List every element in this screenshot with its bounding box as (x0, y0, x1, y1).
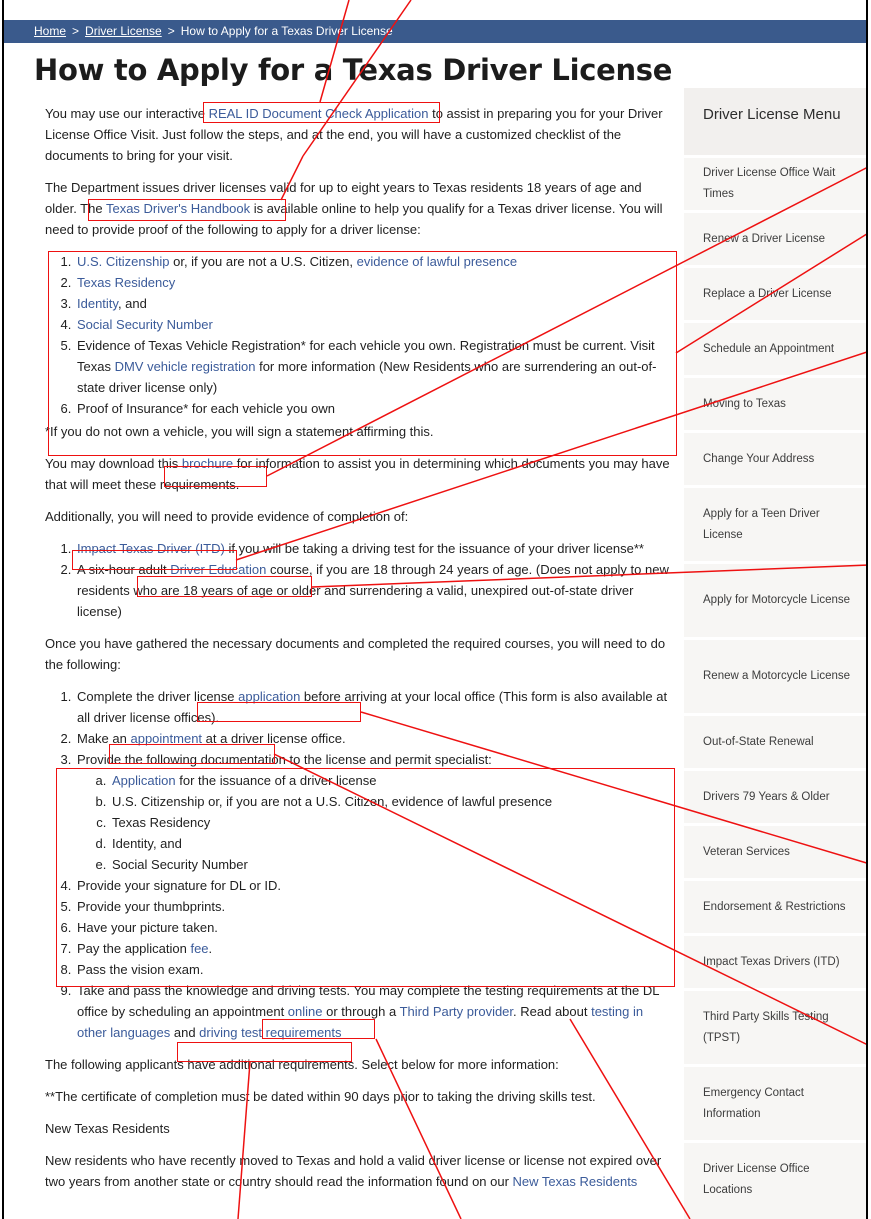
sidebar-item-teen[interactable]: Apply for a Teen Driver License (684, 485, 868, 561)
annotation-box (72, 550, 237, 570)
certificate-note: **The certificate of completion must be dated within 90 days prior to taking the driving skills test. (45, 1089, 596, 1104)
breadcrumb-home-link[interactable]: Home (34, 24, 67, 38)
third-party-provider-link[interactable]: Third Party provider (399, 1004, 514, 1019)
text: Make an (77, 731, 131, 746)
new-texas-residents-link[interactable]: New Texas Residents (512, 1174, 638, 1189)
sidebar-item-replace[interactable]: Replace a Driver License (684, 265, 868, 320)
breadcrumb (4, 20, 866, 43)
appointment-link[interactable]: appointment (130, 731, 203, 746)
itd-link[interactable]: Impact Texas Driver (ITD) (77, 541, 225, 556)
text: New residents who have recently moved to Texas and hold a valid driver license or license not expired over two years from another state or country should read the information found on our (45, 1153, 662, 1189)
sidebar-item-office-locations[interactable]: Driver License Office Locations (684, 1140, 868, 1216)
sidebar-item-tpst[interactable]: Third Party Skills Testing (TPST) (684, 988, 868, 1064)
sidebar-item-renew-motorcycle[interactable]: Renew a Motorcycle License (684, 637, 868, 713)
list-item: 6. Have your picture taken. (75, 917, 673, 938)
section-label: New Texas Residents (45, 1121, 170, 1136)
brochure-link[interactable]: brochure (181, 456, 234, 471)
sidebar-item-renew[interactable]: Renew a Driver License (684, 210, 868, 265)
annotation-box (177, 1042, 352, 1062)
driver-education-link[interactable]: Driver Education (170, 562, 267, 577)
annotation-box (197, 702, 361, 722)
sidebar-heading: Driver License Menu (684, 88, 868, 155)
sidebar-item-moving[interactable]: Moving to Texas (684, 375, 868, 430)
list-item: c. Texas Residency (110, 812, 673, 833)
list-item: 4. Provide your signature for DL or ID. (75, 875, 673, 896)
breadcrumb-current: How to Apply for a Texas Driver License (180, 24, 393, 38)
breadcrumb-driver-license-link[interactable]: Driver License (85, 24, 162, 38)
text: is available online to help you qualify for a Texas driver license. You will need to provide proof of the following to apply for a driver license: (45, 201, 663, 237)
list-item: 6. Proof of Insurance* for each vehicle you own (75, 398, 673, 419)
sidebar-item-wait-times[interactable]: Driver License Office Wait Times (684, 155, 868, 210)
breadcrumb-separator: > (167, 24, 175, 38)
us-citizenship-link[interactable]: U.S. Citizenship (77, 254, 170, 269)
sidebar-item-motorcycle[interactable]: Apply for Motorcycle License (684, 561, 868, 637)
sidebar-menu (684, 88, 868, 1219)
real-id-check-link[interactable]: REAL ID Document Check Application (208, 106, 429, 121)
ssn-link[interactable]: Social Security Number (77, 317, 213, 332)
brochure-paragraph (45, 453, 673, 495)
text: before arriving at your local office (This form is also available at all driver license offices). (77, 689, 668, 725)
text: and (170, 1025, 200, 1040)
application-link[interactable]: application (238, 689, 301, 704)
annotation-box (109, 744, 275, 764)
sidebar-item-out-of-state[interactable]: Out-of-State Renewal (684, 713, 868, 768)
text: at a driver license office. (202, 731, 346, 746)
annotation-box (262, 1019, 375, 1039)
text: Pay the application (77, 941, 191, 956)
identity-link[interactable]: Identity (77, 296, 118, 311)
list-item: e. Social Security Number (110, 854, 673, 875)
drivers-handbook-link[interactable]: Texas Driver's Handbook (105, 201, 251, 216)
text: for more information (New Residents who are surrendering an out-of-state driver license only) (77, 359, 657, 395)
text: or through a (322, 1004, 400, 1019)
fee-link[interactable]: fee (190, 941, 209, 956)
list-item: b. U.S. Citizenship or, if you are not a U.S. Citizen, evidence of lawful presence (110, 791, 673, 812)
footnote: *If you do not own a vehicle, you will sign a statement affirming this. (45, 424, 434, 439)
text: for information to assist you in determining which documents you may have that will meet these requirements. (45, 456, 670, 492)
sidebar-item-endorsement[interactable]: Endorsement & Restrictions (684, 878, 868, 933)
browser-frame (2, 0, 868, 1219)
text: to assist in preparing you for your Driver License Office Visit. Just follow the steps, and at the end, you will have a customized checklist of the documents to bring for your visit. (45, 106, 663, 163)
breadcrumb-separator: > (72, 24, 80, 38)
additional-requirements: The following applicants have additional requirements. Select below for more information: (45, 1057, 559, 1072)
annotation-box (203, 102, 440, 123)
sidebar-item-itd[interactable]: Impact Texas Drivers (ITD) (684, 933, 868, 988)
new-residents-paragraph (45, 1150, 673, 1192)
sidebar-item-79-older[interactable]: Drivers 79 Years & Older (684, 768, 868, 823)
text: course, if you are 18 through 24 years of age. (Does not apply to new residents who are 18 years of age or older and surrendering a valid, unexpired out-of-state driver license) (77, 562, 669, 619)
annotation-box (164, 466, 267, 487)
text: You may download this (45, 456, 182, 471)
list-item: 8. Pass the vision exam. (75, 959, 673, 980)
list-item: 5. Provide your thumbprints. (75, 896, 673, 917)
list-item: d. Identity, and (110, 833, 673, 854)
text: . (208, 941, 213, 956)
text: . Read about (513, 1004, 592, 1019)
sidebar-item-emergency-contact[interactable]: Emergency Contact Information (684, 1064, 868, 1140)
annotation-box (137, 576, 312, 597)
annotation-box (56, 768, 675, 987)
application-form-link[interactable]: Application (112, 773, 176, 788)
text: or, if you are not a U.S. Citizen, (169, 254, 357, 269)
sidebar-item-veteran[interactable]: Veteran Services (684, 823, 868, 878)
page-title: How to Apply for a Texas Driver License (34, 53, 673, 87)
completion-intro: Additionally, you will need to provide evidence of completion of: (45, 509, 409, 524)
online-link[interactable]: online (287, 1004, 323, 1019)
annotation-box (88, 199, 286, 221)
steps-intro: Once you have gathered the necessary documents and completed the required courses, you will need to do the following: (45, 636, 666, 672)
text: , and (117, 296, 147, 311)
text: The Department issues driver licenses valid for up to eight years to Texas residents 18 years of age and older. The (45, 180, 642, 216)
text: Provide the following documentation to the license and permit specialist: (77, 752, 492, 767)
sidebar-item-change-address[interactable]: Change Your Address (684, 430, 868, 485)
annotation-box (48, 251, 677, 456)
texas-residency-link[interactable]: Texas Residency (77, 275, 176, 290)
text: if you will be taking a driving test for the issuance of your driver license** (224, 541, 644, 556)
list-item (75, 686, 673, 728)
text: Complete the driver license (77, 689, 239, 704)
dmv-registration-link[interactable]: DMV vehicle registration (114, 359, 256, 374)
text: A six-hour adult (77, 562, 171, 577)
text: Evidence of Texas Vehicle Registration* for each vehicle you own. Registration must be current. Visit Texas (77, 338, 655, 374)
sidebar-item-schedule[interactable]: Schedule an Appointment (684, 320, 868, 375)
text: You may use our interactive (45, 106, 209, 121)
driving-test-requirements-link[interactable]: driving test requirements (199, 1025, 342, 1040)
testing-other-languages-link[interactable]: testing in other languages (77, 1004, 644, 1040)
text: Take and pass the knowledge and driving tests. You may complete the testing requirements at the DL office by scheduling an appointment (77, 983, 659, 1019)
lawful-presence-link[interactable]: evidence of lawful presence (356, 254, 518, 269)
text: for the issuance of a driver license (175, 773, 377, 788)
